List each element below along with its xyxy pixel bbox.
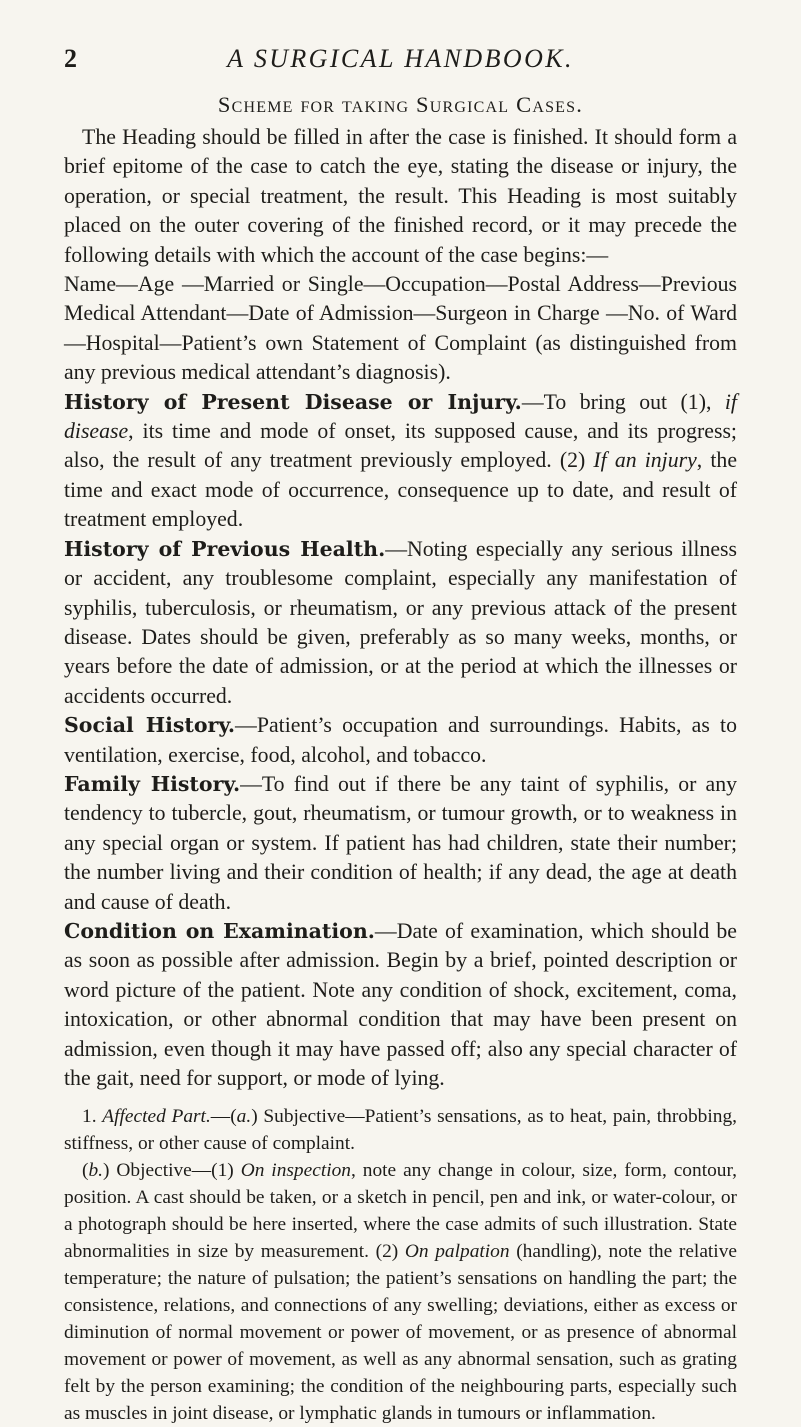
social-history-heading: Social History.: [64, 713, 236, 738]
palpation-label: On palpation: [404, 1241, 510, 1263]
social-history-paragraph: Social History.—Patient’s occupation and surroundings. Habits, as to ventilation, exercise, food, alcohol, and tobacco.: [64, 713, 737, 767]
running-title: A SURGICAL HANDBOOK.: [227, 44, 574, 73]
previous-health-heading: History of Previous Health.: [64, 536, 386, 561]
inspection-label: On inspection: [240, 1160, 352, 1182]
present-disease-heading: History of Present Disease or Injury.: [64, 389, 522, 414]
section-title: Scheme for taking Surgical Cases.: [217, 92, 584, 117]
page-number: 2: [64, 44, 77, 73]
record-fields-paragraph: Name—Age —Married or Single—Occupation—Postal Address—Previous Medical Attendant—Date of Admission—Surgeon in Charge —No. of Ward—Hospital—Patient’s own Statement of Complaint (as distinguished from any previous medical attendant’s diagnosis).: [64, 272, 737, 385]
family-history-paragraph: Family History.—To find out if there be any taint of syphilis, or any tendency to tubercle, gout, rheumatism, or tumour growth, or to weakness in any special organ or system. If patient has had children, state their number; the number living and their condition of health; if any dead, the age at death and cause of death.: [64, 771, 737, 914]
condition-examination-heading: Condition on Examination.: [64, 918, 375, 943]
previous-health-paragraph: History of Previous Health.—Noting especially any serious illness or accident, any troublesome complaint, especially any manifestation of syphilis, tuberculosis, or rheumatism, or any previous attack of the present disease. Dates should be given, preferably as so many weeks, months, or years before the date of admission, or at the period at which the illnesses or accidents occurred.: [64, 536, 738, 708]
page-header: [64, 44, 737, 88]
family-history-heading: Family History.: [64, 771, 241, 796]
objective-paragraph: (b.) Objective—(1) On inspection, note any change in colour, size, form, contour, position. A cast should be taken, or a sketch in pencil, pen and ink, or water-colour, or a photograph should be here inserted, where the case admits of such illustration. State abnormalities in size by measurement. (2) On palpation (handling), note the relative temperature; the nature of pulsation; the patient’s sensations on handling the part; the consistence, relations, and connections of any swelling; deviations, either as excess or diminution of normal movement or power of movement, or as presence of abnormal movement or power of movement, as well as any abnormal sensation, such as grating felt by the person examining; the condition of the neighbouring parts, especially such as muscles in joint disease, or lymphatic glands in tumours or inflammation.: [64, 1160, 738, 1425]
condition-examination-paragraph: Condition on Examination.—Date of examination, which should be as soon as possible after admission. Begin by a brief, pointed description or word picture of the patient. Note any condition of shock, excitement, coma, intoxication, or other abnormal condition that may have been present on admission, even though it may have passed off; also any special character of the gait, need for support, or mode of lying.: [64, 918, 737, 1090]
affected-part-paragraph: 1. Affected Part.—(a.) Subjective—Patient’s sensations, as to heat, pain, throbbing, stiffness, or other cause of complaint.: [64, 1106, 737, 1155]
intro-paragraph: The Heading should be filled in after the case is finished. It should form a brief epitome of the case to catch the eye, stating the disease or injury, the operation, or special treatment, the result. This Heading is most suitably placed on the outer covering of the finished record, or it may precede the following details with which the account of the case begins:—: [64, 125, 737, 267]
present-disease-paragraph: History of Present Disease or Injury.—To bring out (1), if disease, its time and mode of onset, its supposed cause, and its progress; also, the result of any treatment previously employed. (2) If an injury, the time and exact mode of occurrence, consequence up to date, and result of treatment employed.: [64, 389, 737, 532]
affected-part-label: Affected Part.: [102, 1106, 211, 1128]
